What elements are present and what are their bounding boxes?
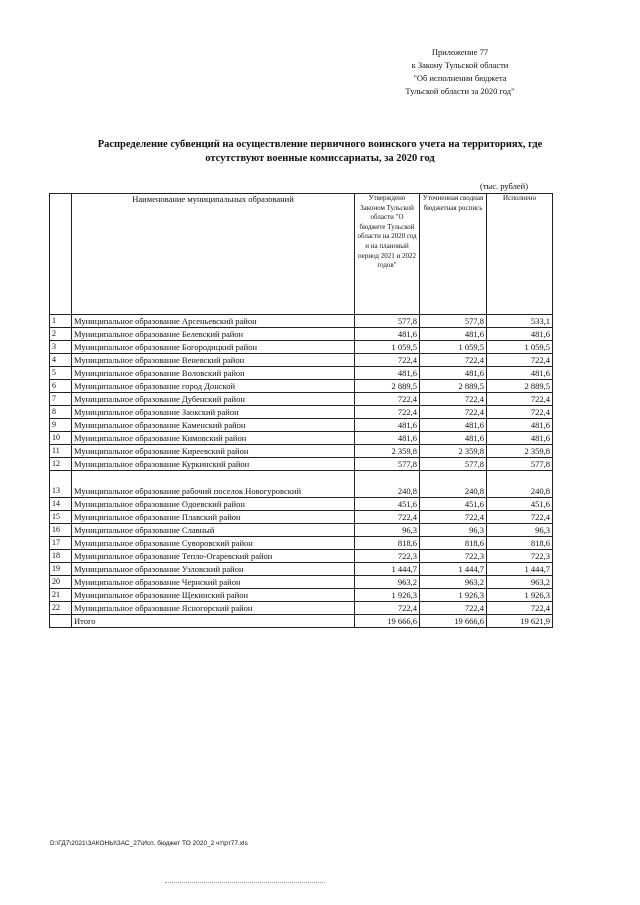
table-row: [50, 393, 553, 406]
row-revised: 240,8: [420, 471, 487, 498]
total-revised: 19 666,6: [420, 615, 487, 628]
row-executed: 240,8: [487, 471, 553, 498]
row-approved: 481,6: [355, 328, 420, 341]
row-name: Муниципальное образование Белевский район: [72, 328, 355, 341]
row-revised: 481,6: [420, 367, 487, 380]
row-revised: 577,8: [420, 458, 487, 471]
row-number: 11: [50, 445, 72, 458]
row-revised: 722,4: [420, 393, 487, 406]
row-executed: 96,3: [487, 524, 553, 537]
table-row: [50, 341, 553, 354]
row-name: Муниципальное образование Заокский район: [72, 406, 355, 419]
total-row: [50, 615, 553, 628]
row-name: Муниципальное образование рабочий поселок Новогуровский: [72, 471, 355, 498]
file-path-footer: D:\ГД7\2021\ЗАКОНЫ\ЗАС_27\Исп. бюджет ТО 2020_2 чт\рт77.xls: [50, 840, 248, 847]
header-approved: Утверждено Законом Тульской области "О бюджете Тульской области на 2020 год и на плановый период 2021 и 2022 годов": [355, 194, 420, 315]
total-label: Итого: [72, 615, 355, 628]
row-revised: 722,3: [420, 550, 487, 563]
row-approved: 722,3: [355, 550, 420, 563]
annex-block: [380, 46, 540, 98]
row-approved: 96,3: [355, 524, 420, 537]
row-name: Муниципальное образование Киреевский район: [72, 445, 355, 458]
title-line-1: Распределение субвенций на осуществление первичного воинского учета на территориях, где: [97, 139, 543, 150]
row-approved: 722,4: [355, 393, 420, 406]
annex-line-1: Приложение 77: [431, 47, 489, 57]
units-label: (тыс. рублей): [480, 181, 529, 191]
row-approved: 722,4: [355, 354, 420, 367]
row-approved: 481,6: [355, 367, 420, 380]
table-row: [50, 563, 553, 576]
row-approved: 577,8: [355, 458, 420, 471]
row-number: 17: [50, 537, 72, 550]
row-revised: 481,6: [420, 328, 487, 341]
row-executed: 963,2: [487, 576, 553, 589]
row-name: Муниципальное образование Дубенский район: [72, 393, 355, 406]
row-executed: 481,6: [487, 328, 553, 341]
row-name: Муниципальное образование Куркинский район: [72, 458, 355, 471]
row-number: 8: [50, 406, 72, 419]
row-approved: 2 889,5: [355, 380, 420, 393]
row-executed: 481,6: [487, 432, 553, 445]
table-row: [50, 315, 553, 328]
table-header-row: [50, 194, 553, 315]
row-executed: 2 359,8: [487, 445, 553, 458]
row-revised: 1 926,3: [420, 589, 487, 602]
row-name: Муниципальное образование город Донской: [72, 380, 355, 393]
subventions-table: [49, 193, 553, 628]
row-approved: 963,2: [355, 576, 420, 589]
row-revised: 2 359,8: [420, 445, 487, 458]
row-approved: 722,4: [355, 406, 420, 419]
row-revised: 722,4: [420, 602, 487, 615]
row-executed: 722,4: [487, 511, 553, 524]
row-approved: 2 359,8: [355, 445, 420, 458]
row-name: Муниципальное образование Щекинский район: [72, 589, 355, 602]
annex-line-4: Тульской области за 2020 год": [405, 86, 515, 96]
row-number: 2: [50, 328, 72, 341]
table-row: [50, 511, 553, 524]
row-executed: 722,4: [487, 354, 553, 367]
row-approved: 451,6: [355, 498, 420, 511]
row-name: Муниципальное образование Кимовский район: [72, 432, 355, 445]
row-revised: 96,3: [420, 524, 487, 537]
row-executed: 818,6: [487, 537, 553, 550]
table-row: [50, 576, 553, 589]
row-name: Муниципальное образование Веневский район: [72, 354, 355, 367]
table-row: [50, 354, 553, 367]
row-executed: 451,6: [487, 498, 553, 511]
row-number: 3: [50, 341, 72, 354]
row-approved: 577,8: [355, 315, 420, 328]
header-number-cell: [50, 194, 72, 315]
row-name: Муниципальное образование Одоевский район: [72, 498, 355, 511]
row-number: 18: [50, 550, 72, 563]
row-number: 15: [50, 511, 72, 524]
row-revised: 451,6: [420, 498, 487, 511]
row-revised: 963,2: [420, 576, 487, 589]
annex-line-3: "Об исполнении бюджета: [413, 73, 507, 83]
row-revised: 818,6: [420, 537, 487, 550]
row-executed: 481,6: [487, 367, 553, 380]
row-name: Муниципальное образование Арсеньевский район: [72, 315, 355, 328]
row-number: 5: [50, 367, 72, 380]
row-name: Муниципальное образование Узловский район: [72, 563, 355, 576]
row-number: 6: [50, 380, 72, 393]
row-revised: 2 889,5: [420, 380, 487, 393]
row-revised: 481,6: [420, 432, 487, 445]
row-number: 4: [50, 354, 72, 367]
row-approved: 1 444,7: [355, 563, 420, 576]
row-executed: 722,3: [487, 550, 553, 563]
row-number: 12: [50, 458, 72, 471]
table-row: [50, 471, 553, 498]
table-row: [50, 589, 553, 602]
row-approved: 481,6: [355, 432, 420, 445]
annex-line-2: к Закону Тульской области: [411, 60, 509, 70]
row-number: 13: [50, 471, 72, 498]
row-revised: 722,4: [420, 354, 487, 367]
row-approved: 481,6: [355, 419, 420, 432]
row-revised: 722,4: [420, 406, 487, 419]
row-approved: 1 059,5: [355, 341, 420, 354]
row-revised: 481,6: [420, 419, 487, 432]
row-number: 10: [50, 432, 72, 445]
document-title: [40, 138, 600, 166]
row-executed: 722,4: [487, 602, 553, 615]
total-number-cell: [50, 615, 72, 628]
row-name: Муниципальное образование Ясногорский район: [72, 602, 355, 615]
header-revised: Уточненная сводная бюджетная роспись: [420, 194, 487, 315]
row-executed: 577,8: [487, 458, 553, 471]
table-row: [50, 524, 553, 537]
table-row: [50, 445, 553, 458]
row-approved: 722,4: [355, 602, 420, 615]
row-number: 9: [50, 419, 72, 432]
row-revised: 1 444,7: [420, 563, 487, 576]
header-name: Наименование муниципальных образований: [72, 194, 355, 315]
row-name: Муниципальное образование Славный: [72, 524, 355, 537]
total-executed: 19 621,9: [487, 615, 553, 628]
row-approved: 818,6: [355, 537, 420, 550]
row-number: 7: [50, 393, 72, 406]
row-name: Муниципальное образование Воловский район: [72, 367, 355, 380]
header-executed: Исполнено: [487, 194, 553, 315]
row-executed: 533,1: [487, 315, 553, 328]
row-name: Муниципальное образование Каменский район: [72, 419, 355, 432]
row-number: 1: [50, 315, 72, 328]
row-executed: 1 444,7: [487, 563, 553, 576]
row-number: 20: [50, 576, 72, 589]
row-approved: 1 926,3: [355, 589, 420, 602]
table-row: [50, 498, 553, 511]
table-row: [50, 550, 553, 563]
total-approved: 19 666,6: [355, 615, 420, 628]
table-row: [50, 367, 553, 380]
table-row: [50, 458, 553, 471]
table-body: [50, 315, 553, 628]
row-number: 21: [50, 589, 72, 602]
row-number: 22: [50, 602, 72, 615]
row-executed: 2 889,5: [487, 380, 553, 393]
row-number: 19: [50, 563, 72, 576]
table-row: [50, 328, 553, 341]
row-number: 16: [50, 524, 72, 537]
bottom-dotted-line: [165, 882, 325, 883]
table-row: [50, 537, 553, 550]
row-approved: 722,4: [355, 511, 420, 524]
row-revised: 722,4: [420, 511, 487, 524]
row-approved: 240,8: [355, 471, 420, 498]
row-executed: 1 926,3: [487, 589, 553, 602]
table-row: [50, 380, 553, 393]
row-name: Муниципальное образование Плавский район: [72, 511, 355, 524]
row-executed: 722,4: [487, 393, 553, 406]
table-row: [50, 432, 553, 445]
row-name: Муниципальное образование Суворовский район: [72, 537, 355, 550]
row-revised: 577,8: [420, 315, 487, 328]
row-number: 14: [50, 498, 72, 511]
row-executed: 722,4: [487, 406, 553, 419]
row-name: Муниципальное образование Тепло-Огаревский район: [72, 550, 355, 563]
title-line-2: отсутствуют военные комиссариаты, за 2020 год: [205, 153, 435, 164]
row-name: Муниципальное образование Чернский район: [72, 576, 355, 589]
table-row: [50, 406, 553, 419]
table-row: [50, 419, 553, 432]
row-name: Муниципальное образование Богородицкий район: [72, 341, 355, 354]
row-executed: 481,6: [487, 419, 553, 432]
row-revised: 1 059,5: [420, 341, 487, 354]
table-row: [50, 602, 553, 615]
row-executed: 1 059,5: [487, 341, 553, 354]
